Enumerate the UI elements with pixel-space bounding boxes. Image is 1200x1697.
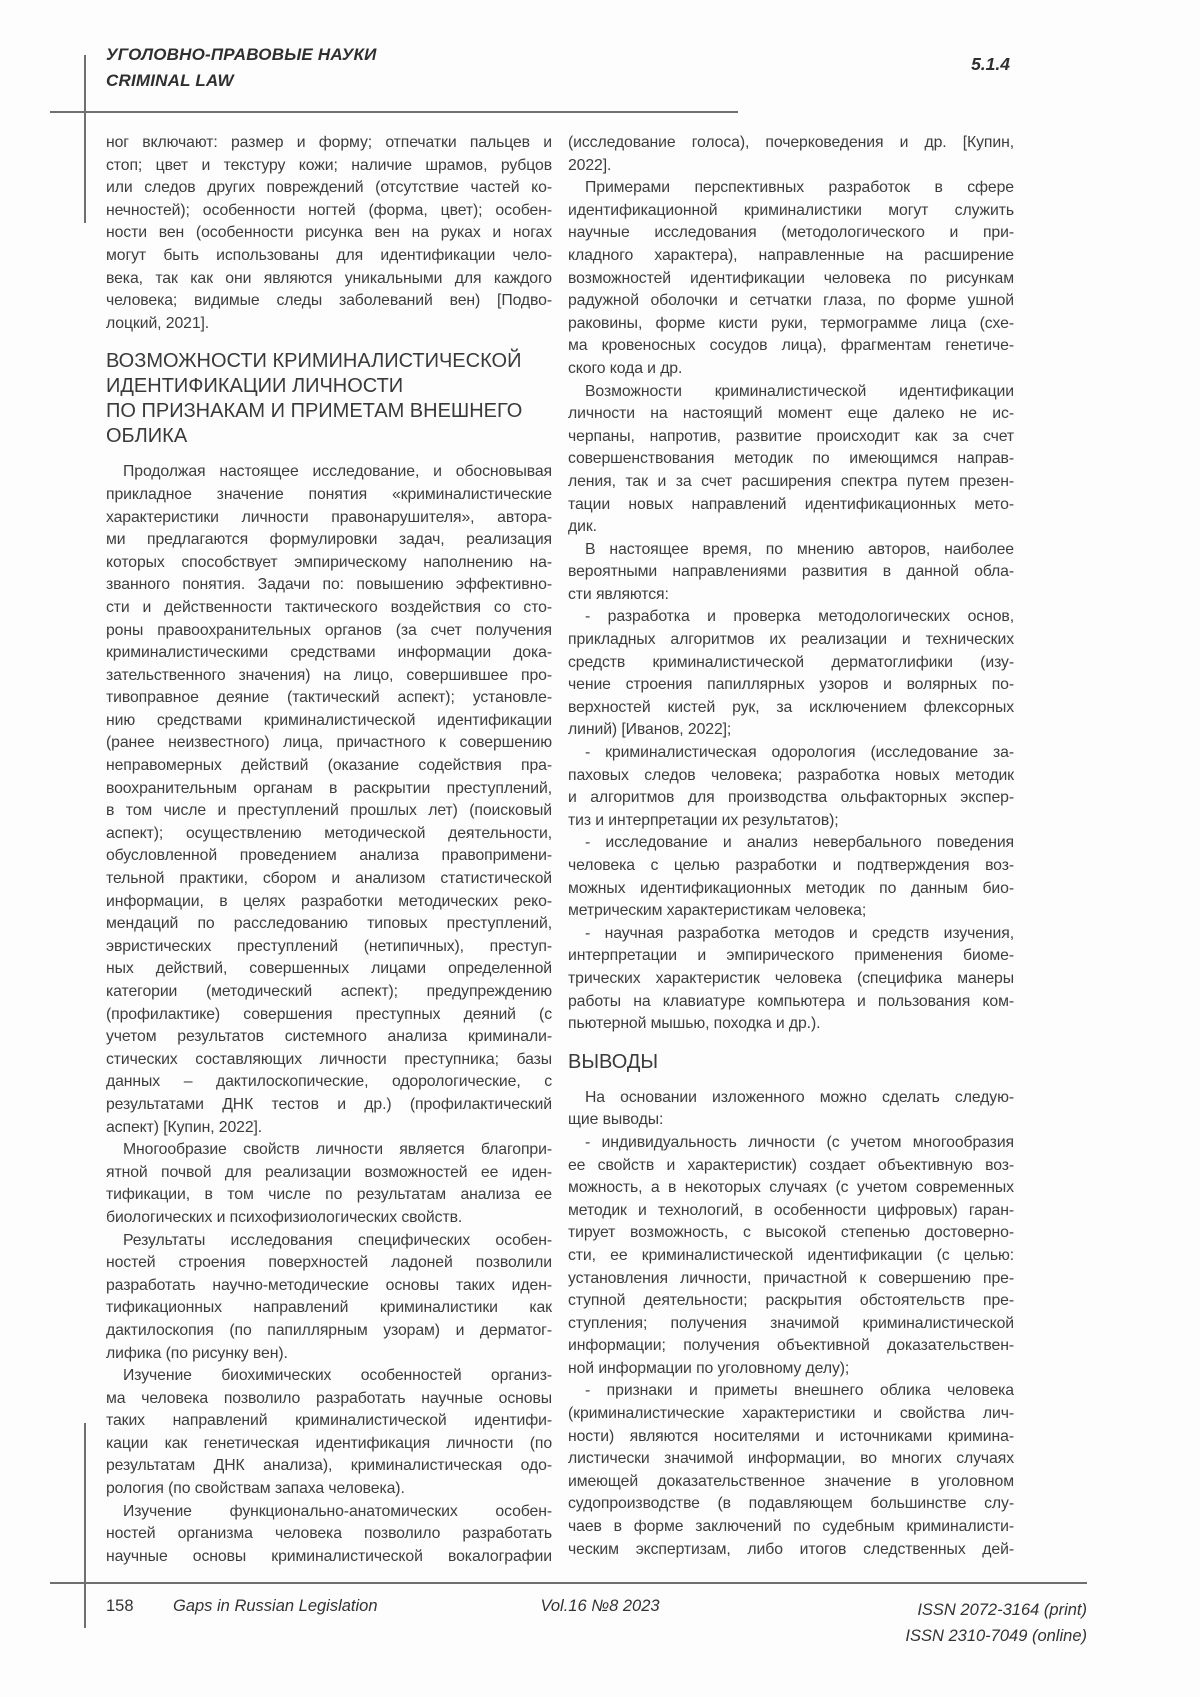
text-line: В настоящее время, по мнению авторов, наиболее: [585, 540, 1014, 558]
text-line: ми предлагаются формулировки задач, реализация: [106, 531, 552, 549]
text-line: научные основы криминалистической вокалографии: [106, 1547, 552, 1565]
text-line: сти и действенности тактического воздействия со сто-: [106, 598, 552, 616]
text-line: человека с целью разработки и подтверждения воз-: [568, 857, 1014, 874]
text-line: листически значимой информации, во многих случаях: [568, 1450, 1014, 1468]
text-line: кации как генетическая идентификация личности (по: [106, 1434, 552, 1452]
text-line: тификационных направлений криминалистики как: [106, 1299, 552, 1317]
text-line: тельной практики, сбором и анализом статистической: [106, 870, 552, 888]
text-line: (исследование голоса), почерковедения и др. [Купин,: [568, 134, 1014, 151]
text-line: воохранительным органам в раскрытии преступлений,: [106, 779, 552, 797]
right-column: [568, 132, 1014, 1568]
text-line: радужной оболочки и сетчатки глаза, по форме ушной: [568, 292, 1014, 310]
text-line: средств криминалистической дерматоглифики (изу-: [568, 653, 1014, 671]
specialty-code: 5.1.4: [971, 54, 1010, 74]
text-line: нечностей); особенности ногтей (форма, цвет); особен-: [106, 201, 552, 219]
text-line: ма кровеносных сосудов лица), фрагментам генетиче-: [568, 337, 1014, 355]
paragraph: [568, 832, 1014, 922]
text-line: можность, а в некоторых случаях (с учетом современных: [568, 1179, 1014, 1197]
text-line: Примерами перспективных разработок в сфере: [585, 179, 1014, 197]
text-line: ступной деятельности; раскрытия обстоятельств пре-: [568, 1292, 1014, 1310]
section-heading: [106, 349, 552, 449]
text-line: ных действий, совершенных лицами определенной: [106, 960, 552, 978]
text-line: метрическим характеристикам человека;: [568, 902, 867, 920]
paragraph: [106, 1230, 552, 1366]
text-line: или следов других повреждений (отсутствие частей ко-: [106, 179, 552, 197]
text-line: Продолжая настоящее исследование, и обосновывая: [123, 463, 552, 481]
heading-line: ВОЗМОЖНОСТИ КРИМИНАЛИСТИЧЕСКОЙ: [106, 350, 522, 373]
page-header: [106, 42, 377, 94]
text-line: линий) [Иванов, 2022];: [568, 721, 732, 739]
text-line: работы на клавиатуре компьютера и пользования ком-: [568, 992, 1014, 1010]
text-line: установления личности, причастной к совершению пре-: [568, 1269, 1014, 1287]
text-line: лоцкий, 2021].: [106, 314, 210, 332]
text-line: - индивидуальность личности (с учетом многообразия: [585, 1133, 1014, 1151]
text-line: информации, в целях разработки методических реко-: [106, 892, 552, 910]
text-line: тиз и интерпретации их результатов);: [568, 811, 839, 829]
header-rule: [50, 111, 738, 113]
paragraph: [568, 923, 1014, 1036]
text-line: в том числе и преступлений прошлых лет) (поисковый: [106, 802, 552, 820]
text-line: ностей организма человека позволило разработать: [106, 1525, 552, 1543]
text-line: методик и технологий, в особенности цифровых) гаран-: [568, 1201, 1014, 1219]
text-line: вероятными направлениями развития в данной обла-: [568, 563, 1014, 581]
heading-line: ПО ПРИЗНАКАМ И ПРИМЕТАМ ВНЕШНЕГО: [106, 400, 523, 423]
text-line: тации новых направлений идентификационных мето-: [568, 495, 1014, 513]
left-margin-rule-top: [84, 55, 86, 223]
text-line: ческим экспертизам, либо итогов следственных дей-: [568, 1540, 1014, 1558]
text-line: трических характеристик человека (специфика манеры: [568, 969, 1014, 987]
text-line: возможностей идентификации человека по рисункам: [568, 269, 1014, 287]
paragraph: [568, 1132, 1014, 1381]
text-line: неправомерных действий (оказание содействия пра-: [106, 757, 552, 775]
text-line: - научная разработка методов и средств изучения,: [585, 924, 1014, 942]
text-line: - криминалистическая одорология (исследование за-: [585, 744, 1014, 762]
text-line: человека; видимые следы заболеваний вен) [Подво-: [106, 292, 552, 310]
paragraph: [106, 132, 552, 335]
text-line: ностей строения поверхностей ладоней позволили: [106, 1254, 552, 1272]
text-line: тивоправное деяние (тактический аспект); установле-: [106, 689, 552, 707]
text-line: аспект) [Купин, 2022].: [106, 1118, 263, 1136]
paragraph: [568, 742, 1014, 832]
text-line: нию средствами криминалистической идентификации: [106, 711, 552, 729]
text-line: Результаты исследования специфических особен-: [123, 1231, 552, 1249]
text-line: пьютерной мышью, походка и др.).: [568, 1015, 821, 1033]
text-line: которых способствует эмпирическому наполнению на-: [106, 553, 552, 571]
text-line: биологических и психофизиологических свойств.: [106, 1208, 463, 1226]
text-line: информации; получения объективной доказательствен-: [568, 1337, 1014, 1355]
paragraph: [568, 177, 1014, 380]
paragraph: [568, 1087, 1014, 1132]
text-line: стических составляющих личности преступника; базы: [106, 1050, 552, 1068]
text-line: и алгоритмов для производства ольфакторных экспер-: [568, 789, 1014, 807]
text-line: 2022].: [568, 156, 612, 174]
text-line: - разработка и проверка методологических основ,: [585, 608, 1014, 626]
volume-issue: Vol.16 №8 2023: [540, 1597, 660, 1615]
text-line: прикладных алгоритмов их реализации и технических: [568, 631, 1014, 649]
journal-title: Gaps in Russian Legislation: [173, 1597, 378, 1615]
text-line: интерпретации и эмпирического применения биоме-: [568, 947, 1014, 965]
text-line: сти являются:: [568, 585, 669, 603]
text-line: Возможности криминалистической идентификации: [585, 382, 1014, 400]
text-line: чаев в форме заключений по судебным криминалисти-: [568, 1518, 1014, 1536]
issn-print: ISSN 2072-3164 (print): [917, 1601, 1087, 1619]
text-line: личности на настоящий момент еще далеко не ис-: [568, 405, 1014, 423]
text-line: аспект); осуществлению методической деятельности,: [106, 824, 552, 842]
text-line: ления, так и за счет расширения спектра путем презен-: [568, 472, 1014, 490]
header-subject-en: CRIMINAL LAW: [106, 71, 234, 90]
text-line: ма человека позволило разработать научные основы: [106, 1389, 552, 1407]
text-line: рология (по свойствам запаха человека).: [106, 1480, 405, 1498]
text-line: ной информации по уголовному делу);: [568, 1359, 850, 1377]
heading-line: ИДЕНТИФИКАЦИИ ЛИЧНОСТИ: [106, 375, 404, 398]
text-line: ности) являются носителями и источниками кримина-: [568, 1427, 1014, 1445]
paragraph: [106, 1365, 552, 1501]
text-line: можных идентификационных методик по данным био-: [568, 879, 1014, 897]
paragraph: [568, 132, 1014, 177]
paragraph: [568, 606, 1014, 742]
text-line: криминалистическими средствами информации дока-: [106, 644, 552, 662]
text-line: - исследование и анализ невербального поведения: [585, 834, 1014, 852]
paragraph: [568, 539, 1014, 607]
text-line: щие выводы:: [568, 1111, 664, 1129]
text-line: чение строения папиллярных узоров и волярных по-: [568, 676, 1014, 694]
heading-line: ОБЛИКА: [106, 425, 188, 448]
text-line: прикладное значение понятия «криминалистические: [106, 485, 552, 503]
text-line: учетом результатов системного анализа криминали-: [106, 1028, 552, 1046]
text-line: (ранее неизвестного) лица, причастного к совершению: [106, 734, 552, 752]
text-line: могут быть использованы для идентификации чело-: [106, 246, 552, 264]
text-line: тирует возможность, с высокой степенью достоверно-: [568, 1224, 1014, 1242]
text-line: результатам ДНК анализа), криминалистическая одо-: [106, 1457, 552, 1475]
text-line: судопроизводстве (в подавляющем большинстве слу-: [568, 1495, 1014, 1513]
issn-block: [905, 1597, 1087, 1649]
text-line: раковины, форме кисти руки, термограмме лица (схе-: [568, 314, 1014, 332]
text-line: разработать научно-методические основы таких иден-: [106, 1276, 552, 1294]
paragraph: [106, 1501, 552, 1569]
text-line: имеющей доказательственное значение в уголовном: [568, 1472, 1014, 1490]
text-line: верхностей кистей рук, за исключением флексорных: [568, 698, 1014, 716]
left-column: [106, 132, 552, 1568]
paragraph: [106, 461, 552, 1139]
text-line: Изучение функционально-анатомических особен-: [123, 1502, 552, 1520]
text-line: обусловленной проведением анализа правопримени-: [106, 847, 552, 865]
text-line: На основании изложенного можно сделать следую-: [585, 1088, 1014, 1106]
footer-rule: [50, 1582, 1087, 1584]
text-line: (криминалистические характеристики и свойства лич-: [568, 1405, 1014, 1423]
text-line: результатами ДНК тестов и др.) (профилактический: [106, 1095, 552, 1113]
text-line: дик.: [568, 518, 597, 536]
heading-line: ВЫВОДЫ: [568, 1050, 659, 1073]
text-line: Многообразие свойств личности является благопри-: [123, 1141, 552, 1159]
page-number: 158: [106, 1597, 134, 1615]
text-line: Изучение биохимических особенностей организ-: [123, 1367, 552, 1385]
paragraph: [568, 1380, 1014, 1561]
text-line: ступления; получения значимой криминалистической: [568, 1314, 1014, 1332]
text-line: (профилактике) совершения преступных деяний (с: [106, 1005, 552, 1023]
text-line: зательственного значения) на лицо, совершившее про-: [106, 666, 552, 684]
text-line: сти, ее криминалистической идентификации (с целью:: [568, 1246, 1014, 1264]
text-line: категории (методический аспект); предупреждению: [106, 983, 552, 1000]
text-line: совершенствования методик по имеющимся направ-: [568, 450, 1014, 468]
text-line: данных – дактилоскопические, одорологические, с: [106, 1073, 552, 1091]
text-line: тификации, в том числе по результатам анализа ее: [106, 1186, 552, 1204]
paragraph: [568, 381, 1014, 539]
text-line: роны правоохранительных органов (за счет получения: [106, 621, 552, 639]
text-line: званного понятия. Задачи по: повышению эффективно-: [106, 576, 552, 594]
text-line: мендаций по расследованию типовых преступлений,: [106, 915, 552, 933]
text-line: ее свойств и характеристик) создает объективную воз-: [568, 1156, 1014, 1174]
article-body: [106, 132, 1014, 1568]
section-heading: [568, 1050, 1014, 1075]
text-line: ног включают: размер и форму; отпечатки пальцев и: [106, 134, 552, 151]
paragraph: [106, 1139, 552, 1229]
text-line: кладного характера), направленные на расширение: [568, 246, 1014, 264]
issn-online: ISSN 2310-7049 (online): [905, 1627, 1087, 1645]
text-line: идентификационной криминалистики могут служить: [568, 201, 1014, 219]
text-line: ского кода и др.: [568, 359, 683, 377]
text-line: века, так как они являются уникальными для каждого: [106, 269, 552, 287]
text-line: паховых следов человека; разработка новых методик: [568, 766, 1014, 784]
text-line: - признаки и приметы внешнего облика человека: [585, 1382, 1014, 1400]
text-line: черпаны, напротив, развитие происходит как за счет: [568, 427, 1014, 445]
text-line: ности вен (особенности рисунка вен на руках и ногах: [106, 224, 552, 242]
header-subject-ru: УГОЛОВНО-ПРАВОВЫЕ НАУКИ: [106, 45, 377, 64]
text-line: лифика (по рисунку вен).: [106, 1344, 288, 1362]
text-line: стоп; цвет и текстуру кожи; наличие шрамов, рубцов: [106, 156, 552, 174]
text-line: научные исследования (методологического и при-: [568, 224, 1014, 242]
text-line: характеристики личности правонарушителя», автора-: [106, 508, 552, 526]
text-line: таких направлений криминалистической идентифи-: [106, 1412, 552, 1430]
text-line: ятной почвой для реализации возможностей ее иден-: [106, 1163, 552, 1181]
text-line: эвристических преступлений (нетипичных), преступ-: [106, 937, 552, 955]
text-line: дактилоскопия (по папиллярным узорам) и дерматог-: [106, 1321, 552, 1339]
